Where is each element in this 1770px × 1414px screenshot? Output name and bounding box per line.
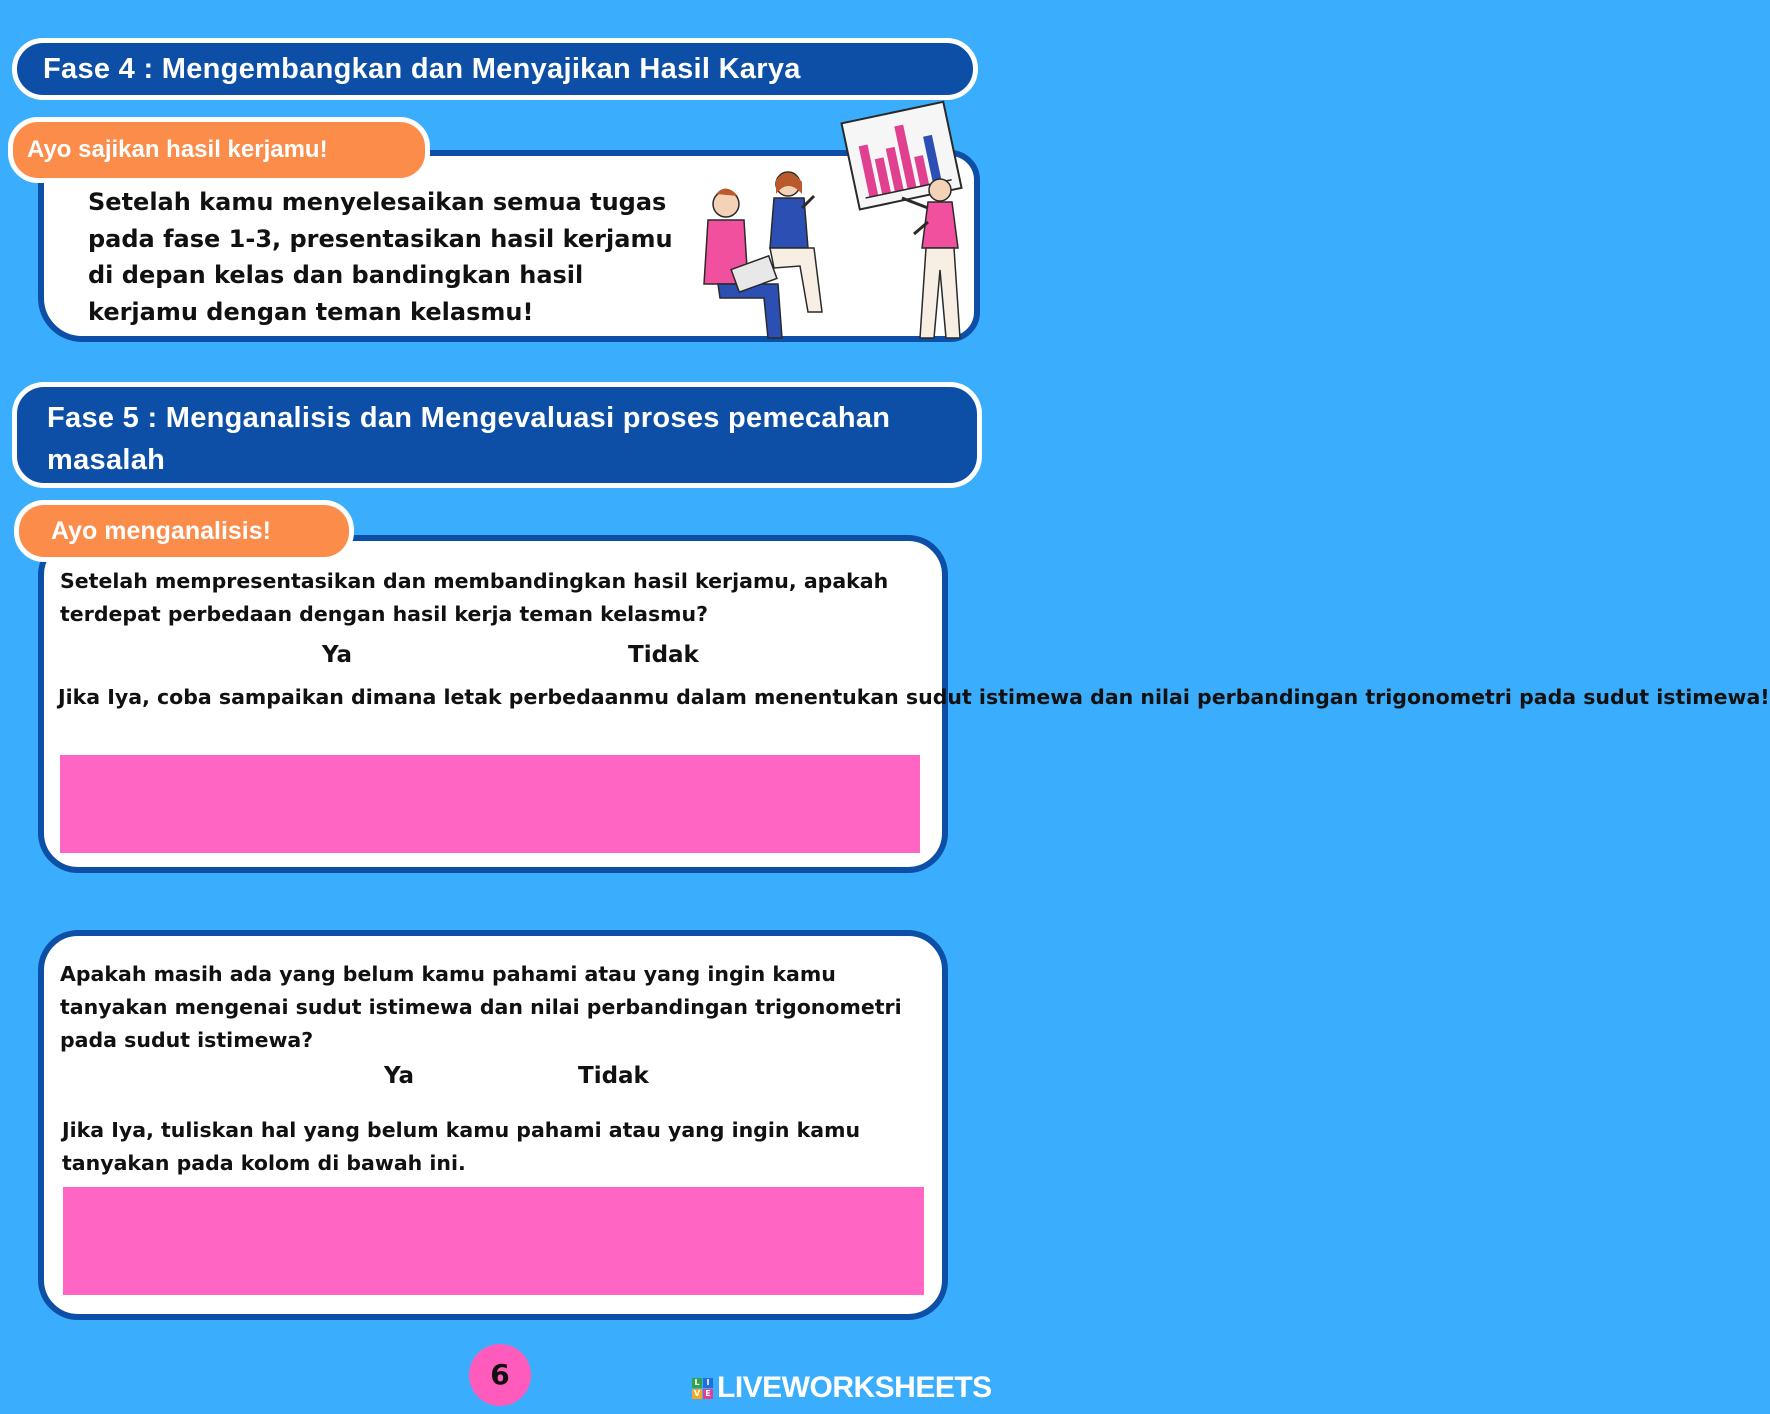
logo-letter: I — [703, 1378, 713, 1388]
logo-letter: V — [693, 1388, 701, 1398]
fase4-tag: Ayo sajikan hasil kerjamu! — [8, 117, 430, 183]
fase4-intro-text: Setelah kamu menyelesaikan semua tugas pada fase 1-3, presentasikan hasil kerjamu di depan kelas dan bandingkan hasil kerjamu dengan teman kelasmu! — [88, 188, 673, 326]
question1-followup-text: Jika Iya, coba sampaikan dimana letak perbedaanmu dalam menentukan sudut istimewa dan nilai perbandingan trigonometri pada sudut istimewa! — [58, 685, 1770, 709]
question2-option-no[interactable]: Tidak — [578, 1063, 649, 1089]
question1-option-yes[interactable]: Ya — [322, 642, 353, 668]
presentation-illustration — [690, 98, 980, 360]
question1-answer-box[interactable] — [60, 755, 920, 853]
logo-letter: E — [703, 1389, 713, 1399]
question2-answer-box[interactable] — [63, 1187, 924, 1295]
question2-text: Apakah masih ada yang belum kamu pahami atau yang ingin kamu tanyakan mengenai sudut istimewa dan nilai perbandingan trigonometri pada sudut istimewa? — [60, 962, 902, 1052]
fase5-tag: Ayo menganalisis! — [14, 500, 354, 562]
liveworksheets-brand[interactable] — [692, 1370, 992, 1406]
liveworksheets-brand-text: LIVEWORKSHEETS — [717, 1371, 992, 1404]
logo-letter: L — [692, 1378, 702, 1388]
fase4-title: Fase 4 : Mengembangkan dan Menyajikan Hasil Karya — [12, 38, 978, 100]
question2-option-yes[interactable]: Ya — [384, 1063, 415, 1089]
question2-followup-text: Jika Iya, tuliskan hal yang belum kamu pahami atau yang ingin kamu tanyakan pada kolom di bawah ini. — [62, 1118, 861, 1175]
fase5-title: Fase 5 : Menganalisis dan Mengevaluasi proses pemecahan masalah — [12, 382, 982, 488]
question1-option-no[interactable]: Tidak — [628, 642, 699, 668]
page-number: 6 — [469, 1344, 531, 1406]
question1-text: Setelah mempresentasikan dan membandingkan hasil kerjamu, apakah terdepat perbedaan dengan hasil kerja teman kelasmu? — [60, 569, 889, 626]
liveworksheets-logo-icon — [692, 1378, 713, 1399]
